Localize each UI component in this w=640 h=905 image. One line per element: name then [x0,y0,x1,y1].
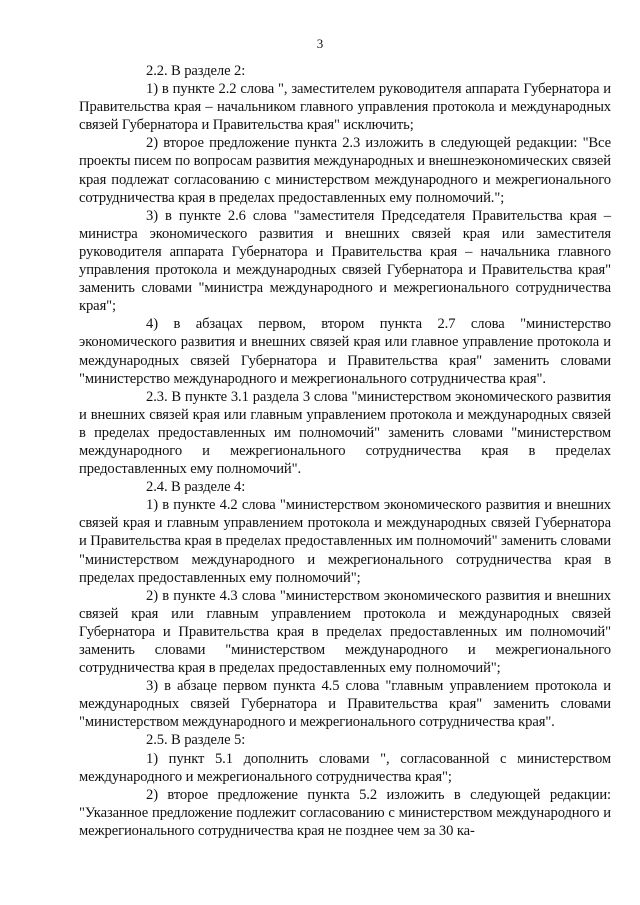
paragraph-item-2-5-1: 1) пункт 5.1 дополнить словами ", согласованной с министерством международного и межрегионального сотрудничества края"; [79,750,611,785]
page-number: 3 [316,36,324,51]
paragraph-section-2-4-heading: 2.4. В разделе 4: [146,479,246,496]
document-body [79,62,611,840]
paragraph-item-2-4-3: 3) в абзаце первом пункта 4.5 слова "главным управлением протокола и международных связей Губернатора и Правительства края" заменить словами "министерством международного и межрегионального сотрудничества края". [79,678,611,731]
paragraph-section-2-3: 2.3. В пункте 3.1 раздела 3 слова "министерством экономического развития и внешних связей края или главным управлением протокола и международных связей в пределах предоставленных им полномочий" заменить словами "министерством международного и межрегионального сотрудничества края в пределах предоставленных ему полномочий". [79,388,611,478]
paragraph-item-2-2-1: 1) в пункте 2.2 слова ", заместителем руководителя аппарата Губернатора и Правительства края – начальником главного управления протокола и международных связей Губернатора и Правительства края" исключить; [79,81,611,134]
paragraph-item-2-2-4: 4) в абзацах первом, втором пункта 2.7 слова "министерство экономического развития и внешних связей края или главное управление протокола и международных связей Губернатора и Правительства края" заменить словами "министерство международного и межрегионального сотрудничества края". [79,316,611,387]
paragraph-item-2-4-1: 1) в пункте 4.2 слова "министерством экономического развития и внешних связей края и главным управлением протокола и международных связей Губернатора и Правительства края в пределах предоставленных им полномочий" заменить словами "министерством международного и межрегионального сотрудничества края в пределах предоставленных ему полномочий"; [79,497,611,586]
paragraph-section-2-5-heading: 2.5. В разделе 5: [146,732,246,749]
paragraph-item-2-5-2: 2) второе предложение пункта 5.2 изложить в следующей редакции: "Указанное предложение подлежит согласованию с министерством международного и межрегионального сотрудничества края не позднее чем за 30 ка- [79,786,611,839]
paragraph-item-2-4-2: 2) в пункте 4.3 слова "министерством экономического развития и внешних связей края или главным управлением протокола и международных связей Губернатора и Правительства края в пределах предоставленных им полномочий" заменить словами "министерством международного и межрегионального сотрудничества края в пределах предоставленных ему полномочий"; [79,587,611,677]
paragraph-item-2-2-2: 2) второе предложение пункта 2.3 изложить в следующей редакции: "Все проекты писем по вопросам развития международных и внешнеэкономических связей края подлежат согласованию с министерством международного и межрегионального сотрудничества края в пределах предоставленных ему полномочий."; [79,135,611,206]
paragraph-section-2-2-heading: 2.2. В разделе 2: [146,63,246,79]
paragraph-item-2-2-3: 3) в пункте 2.6 слова "заместителя Председателя Правительства края – министра экономического развития и внешних связей края или заместителя руководителя аппарата Губернатора и Правительства края – начальника главного управления протокола и международных связей Губернатора и Правительства края" заменить словами "министра международного и межрегионального сотрудничества края"; [79,207,611,315]
